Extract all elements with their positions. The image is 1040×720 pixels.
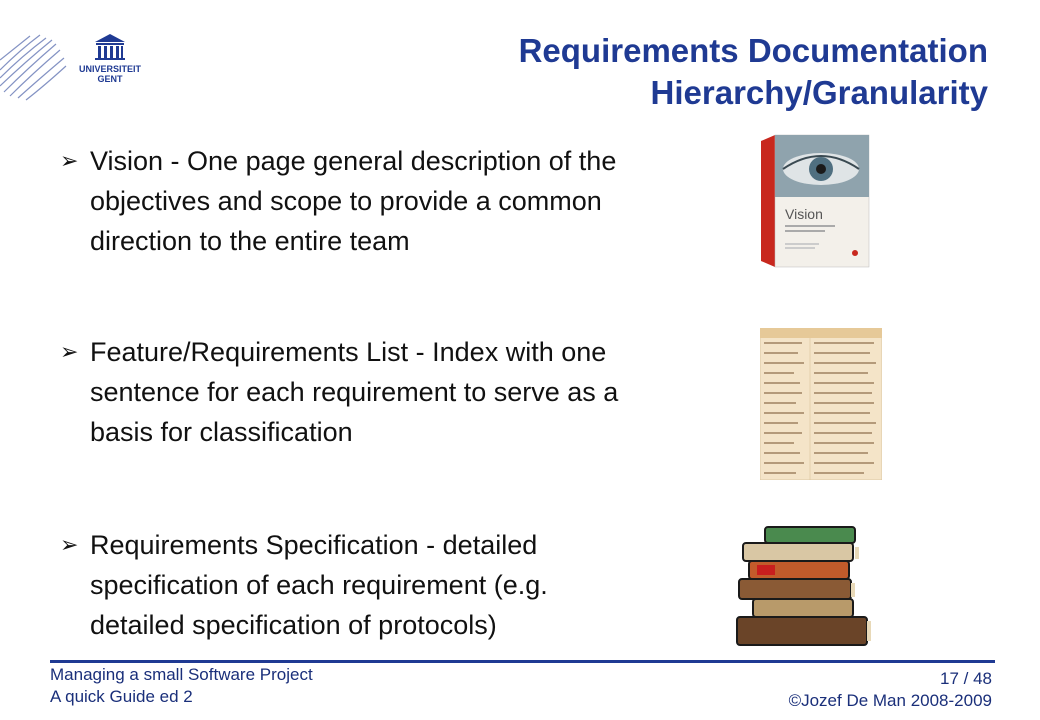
university-logo [0, 30, 150, 105]
vision-box-label: Vision [785, 206, 823, 222]
footer-course [50, 664, 313, 708]
logo-line1: UNIVERSITEIT [78, 64, 142, 74]
feature-list-image [760, 328, 882, 485]
bullet-requirements-spec [60, 525, 720, 645]
bullet-line: detailed specification of protocols) [90, 610, 497, 640]
title-line1: Requirements Documentation [518, 32, 988, 69]
book-stack-image [735, 525, 875, 655]
footer-course-line1: Managing a small Software Project [50, 665, 313, 684]
title-line2: Hierarchy/Granularity [650, 74, 988, 111]
arrow-bullet-icon: ➢ [60, 339, 79, 364]
slide-title [519, 30, 988, 114]
footer-meta [789, 668, 992, 712]
arrow-bullet-icon: ➢ [60, 148, 79, 173]
bullet-line: objectives and scope to provide a common [90, 186, 602, 216]
bullet-line: Requirements Specification - detailed [90, 530, 538, 560]
bullet-line: sentence for each requirement to serve as a [90, 377, 619, 407]
footer-rule [50, 660, 995, 663]
bullet-line: direction to the entire team [90, 226, 410, 256]
bullet-line: Vision - One page general description of the [90, 146, 617, 176]
vision-box-image [755, 133, 875, 276]
bullet-line: Feature/Requirements List - Index with one [90, 337, 607, 367]
bullet-line: basis for classification [90, 417, 353, 447]
page-number: 17 / 48 [940, 669, 992, 688]
bullet-vision [60, 141, 720, 261]
copyright: ©Jozef De Man 2008-2009 [788, 691, 992, 710]
footer-course-line2: A quick Guide ed 2 [50, 687, 193, 706]
bullet-line: specification of each requirement (e.g. [90, 570, 548, 600]
arrow-bullet-icon: ➢ [60, 532, 79, 557]
bullet-feature-list [60, 332, 720, 452]
logo-line2: GENT [97, 74, 123, 84]
